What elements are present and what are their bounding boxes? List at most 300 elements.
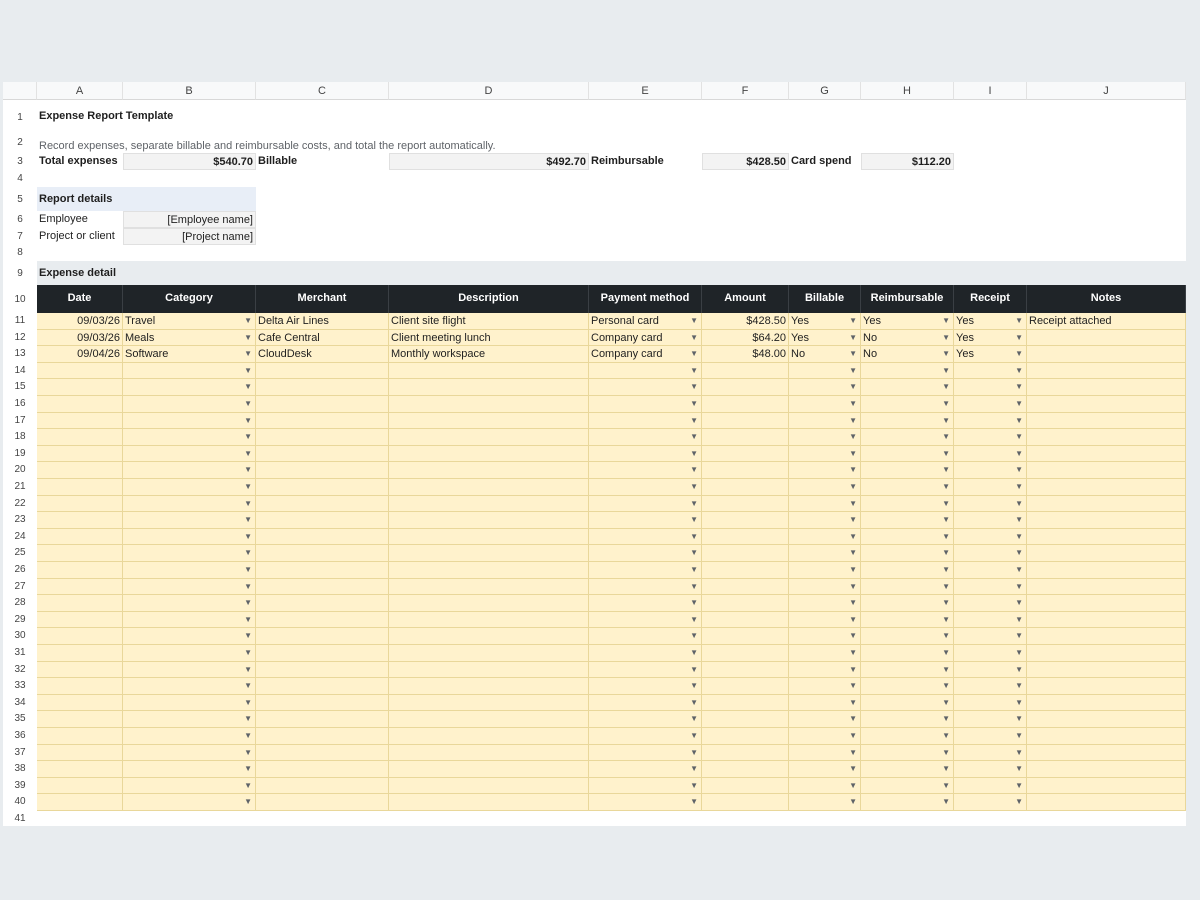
dropdown-cell[interactable] bbox=[789, 745, 861, 762]
dropdown-arrow-icon[interactable]: ▼ bbox=[849, 747, 857, 757]
dropdown-cell[interactable] bbox=[123, 794, 256, 811]
dropdown-cell[interactable] bbox=[861, 794, 954, 811]
dropdown-arrow-icon[interactable]: ▼ bbox=[690, 482, 698, 491]
dropdown-cell[interactable] bbox=[954, 579, 1027, 596]
table-cell[interactable] bbox=[702, 446, 789, 463]
dropdown-arrow-icon[interactable]: ▼ bbox=[849, 797, 857, 807]
table-cell[interactable] bbox=[389, 330, 589, 347]
dropdown-cell[interactable] bbox=[954, 695, 1027, 712]
dropdown-arrow-icon[interactable]: ▼ bbox=[690, 581, 698, 591]
dropdown-cell[interactable] bbox=[954, 512, 1027, 529]
dropdown-arrow-icon[interactable]: ▼ bbox=[1015, 432, 1023, 442]
dropdown-arrow-icon[interactable]: ▼ bbox=[942, 432, 950, 442]
table-cell[interactable] bbox=[1027, 545, 1186, 562]
table-cell[interactable] bbox=[256, 645, 389, 662]
column-header-i[interactable]: I bbox=[954, 82, 1027, 100]
dropdown-arrow-icon[interactable]: ▼ bbox=[942, 614, 950, 624]
dropdown-arrow-icon[interactable]: ▼ bbox=[244, 614, 252, 624]
dropdown-arrow-icon[interactable]: ▼ bbox=[1015, 714, 1023, 724]
dropdown-cell[interactable] bbox=[589, 545, 702, 562]
table-cell[interactable] bbox=[256, 545, 389, 562]
dropdown-arrow-icon[interactable]: ▼ bbox=[849, 581, 857, 591]
dropdown-arrow-icon[interactable]: ▼ bbox=[849, 515, 857, 525]
dropdown-arrow-icon[interactable]: ▼ bbox=[942, 316, 950, 325]
dropdown-arrow-icon[interactable]: ▼ bbox=[690, 681, 698, 691]
table-cell[interactable] bbox=[37, 562, 123, 579]
table-cell[interactable] bbox=[1027, 628, 1186, 645]
dropdown-arrow-icon[interactable]: ▼ bbox=[690, 382, 698, 392]
table-cell[interactable] bbox=[256, 479, 389, 496]
table-cell[interactable] bbox=[1027, 745, 1186, 762]
table-header-description[interactable]: Description bbox=[389, 285, 589, 313]
row-header[interactable]: 14 bbox=[3, 363, 37, 380]
dropdown-cell[interactable] bbox=[954, 778, 1027, 795]
table-cell[interactable] bbox=[702, 628, 789, 645]
dropdown-arrow-icon[interactable]: ▼ bbox=[244, 432, 252, 442]
dropdown-cell[interactable] bbox=[589, 446, 702, 463]
dropdown-arrow-icon[interactable]: ▼ bbox=[942, 780, 950, 790]
table-cell[interactable] bbox=[1027, 379, 1186, 396]
dropdown-arrow-icon[interactable]: ▼ bbox=[942, 415, 950, 425]
project-name-field[interactable]: [Project name] bbox=[123, 228, 256, 245]
table-cell[interactable] bbox=[37, 429, 123, 446]
dropdown-arrow-icon[interactable]: ▼ bbox=[244, 415, 252, 425]
dropdown-cell[interactable] bbox=[954, 346, 1027, 363]
table-cell[interactable] bbox=[37, 479, 123, 496]
dropdown-arrow-icon[interactable]: ▼ bbox=[690, 415, 698, 425]
dropdown-cell[interactable] bbox=[954, 363, 1027, 380]
table-cell[interactable] bbox=[702, 778, 789, 795]
dropdown-cell[interactable] bbox=[589, 379, 702, 396]
dropdown-arrow-icon[interactable]: ▼ bbox=[1015, 697, 1023, 707]
dropdown-cell[interactable] bbox=[789, 579, 861, 596]
dropdown-cell[interactable] bbox=[861, 545, 954, 562]
table-cell[interactable] bbox=[1027, 313, 1186, 330]
dropdown-arrow-icon[interactable]: ▼ bbox=[942, 797, 950, 807]
dropdown-cell[interactable] bbox=[789, 529, 861, 546]
dropdown-cell[interactable] bbox=[861, 496, 954, 513]
dropdown-arrow-icon[interactable]: ▼ bbox=[942, 382, 950, 392]
row-header[interactable]: 11 bbox=[3, 313, 37, 330]
table-cell[interactable] bbox=[702, 595, 789, 612]
dropdown-arrow-icon[interactable]: ▼ bbox=[690, 365, 698, 375]
table-cell[interactable] bbox=[1027, 579, 1186, 596]
dropdown-cell[interactable] bbox=[861, 446, 954, 463]
dropdown-arrow-icon[interactable]: ▼ bbox=[690, 432, 698, 442]
table-cell[interactable] bbox=[256, 562, 389, 579]
table-cell[interactable] bbox=[1027, 562, 1186, 579]
dropdown-cell[interactable] bbox=[861, 595, 954, 612]
table-cell[interactable] bbox=[1027, 794, 1186, 811]
table-cell[interactable] bbox=[389, 745, 589, 762]
table-cell[interactable] bbox=[256, 363, 389, 380]
table-cell[interactable] bbox=[389, 711, 589, 728]
spreadsheet-grid[interactable] bbox=[3, 82, 1186, 826]
table-cell[interactable] bbox=[37, 413, 123, 430]
table-cell[interactable] bbox=[702, 545, 789, 562]
table-cell[interactable] bbox=[256, 496, 389, 513]
table-cell[interactable] bbox=[37, 446, 123, 463]
dropdown-cell[interactable] bbox=[123, 313, 256, 330]
dropdown-arrow-icon[interactable]: ▼ bbox=[244, 565, 252, 574]
dropdown-arrow-icon[interactable]: ▼ bbox=[244, 498, 252, 508]
table-cell[interactable] bbox=[702, 529, 789, 546]
dropdown-cell[interactable] bbox=[954, 429, 1027, 446]
dropdown-cell[interactable] bbox=[123, 678, 256, 695]
dropdown-arrow-icon[interactable]: ▼ bbox=[1015, 465, 1023, 475]
table-cell[interactable] bbox=[1027, 479, 1186, 496]
table-cell[interactable] bbox=[37, 711, 123, 728]
row-header[interactable]: 13 bbox=[3, 346, 37, 363]
dropdown-cell[interactable] bbox=[861, 413, 954, 430]
dropdown-arrow-icon[interactable]: ▼ bbox=[690, 631, 698, 641]
table-cell[interactable] bbox=[389, 678, 589, 695]
dropdown-arrow-icon[interactable]: ▼ bbox=[942, 714, 950, 724]
dropdown-arrow-icon[interactable]: ▼ bbox=[690, 565, 698, 574]
row-header[interactable]: 27 bbox=[3, 579, 37, 596]
dropdown-cell[interactable] bbox=[589, 429, 702, 446]
table-cell[interactable] bbox=[256, 711, 389, 728]
table-cell[interactable] bbox=[37, 545, 123, 562]
row-header[interactable]: 22 bbox=[3, 496, 37, 513]
dropdown-arrow-icon[interactable]: ▼ bbox=[690, 697, 698, 707]
table-cell[interactable] bbox=[702, 462, 789, 479]
dropdown-cell[interactable] bbox=[123, 512, 256, 529]
row-header[interactable]: 20 bbox=[3, 462, 37, 479]
table-cell[interactable] bbox=[1027, 512, 1186, 529]
dropdown-arrow-icon[interactable]: ▼ bbox=[1015, 664, 1023, 674]
dropdown-arrow-icon[interactable]: ▼ bbox=[849, 382, 857, 392]
table-cell[interactable] bbox=[389, 579, 589, 596]
dropdown-arrow-icon[interactable]: ▼ bbox=[690, 465, 698, 475]
dropdown-cell[interactable] bbox=[789, 446, 861, 463]
table-cell[interactable] bbox=[37, 745, 123, 762]
table-cell[interactable] bbox=[389, 695, 589, 712]
dropdown-cell[interactable] bbox=[589, 479, 702, 496]
dropdown-arrow-icon[interactable]: ▼ bbox=[690, 747, 698, 757]
row-header[interactable]: 5 bbox=[3, 187, 37, 211]
dropdown-arrow-icon[interactable]: ▼ bbox=[1015, 482, 1023, 491]
column-header-h[interactable]: H bbox=[861, 82, 954, 100]
table-cell[interactable] bbox=[1027, 413, 1186, 430]
table-cell[interactable] bbox=[702, 379, 789, 396]
table-header-receipt[interactable]: Receipt bbox=[954, 285, 1027, 313]
table-cell[interactable] bbox=[37, 379, 123, 396]
dropdown-cell[interactable] bbox=[954, 612, 1027, 629]
table-cell[interactable] bbox=[1027, 396, 1186, 413]
row-header[interactable]: 33 bbox=[3, 678, 37, 695]
dropdown-cell[interactable] bbox=[789, 761, 861, 778]
row-header[interactable]: 4 bbox=[3, 170, 37, 187]
table-cell[interactable] bbox=[702, 579, 789, 596]
table-cell[interactable] bbox=[256, 662, 389, 679]
table-cell[interactable] bbox=[1027, 761, 1186, 778]
table-header-merchant[interactable]: Merchant bbox=[256, 285, 389, 313]
table-cell[interactable] bbox=[1027, 529, 1186, 546]
dropdown-cell[interactable] bbox=[954, 595, 1027, 612]
table-cell[interactable] bbox=[702, 396, 789, 413]
dropdown-cell[interactable] bbox=[123, 745, 256, 762]
dropdown-cell[interactable] bbox=[789, 595, 861, 612]
dropdown-arrow-icon[interactable]: ▼ bbox=[1015, 349, 1023, 359]
dropdown-cell[interactable] bbox=[789, 728, 861, 745]
dropdown-cell[interactable] bbox=[954, 728, 1027, 745]
dropdown-arrow-icon[interactable]: ▼ bbox=[244, 797, 252, 807]
dropdown-arrow-icon[interactable]: ▼ bbox=[690, 780, 698, 790]
table-cell[interactable] bbox=[389, 778, 589, 795]
dropdown-arrow-icon[interactable]: ▼ bbox=[1015, 531, 1023, 541]
dropdown-cell[interactable] bbox=[123, 413, 256, 430]
dropdown-cell[interactable] bbox=[123, 645, 256, 662]
dropdown-arrow-icon[interactable]: ▼ bbox=[244, 548, 252, 558]
dropdown-arrow-icon[interactable]: ▼ bbox=[690, 498, 698, 508]
dropdown-arrow-icon[interactable]: ▼ bbox=[942, 515, 950, 525]
table-cell[interactable] bbox=[702, 711, 789, 728]
dropdown-arrow-icon[interactable]: ▼ bbox=[244, 399, 252, 408]
dropdown-arrow-icon[interactable]: ▼ bbox=[1015, 681, 1023, 691]
dropdown-arrow-icon[interactable]: ▼ bbox=[942, 697, 950, 707]
table-cell[interactable] bbox=[256, 579, 389, 596]
select-all-corner[interactable] bbox=[3, 82, 37, 100]
dropdown-arrow-icon[interactable]: ▼ bbox=[849, 399, 857, 408]
table-cell[interactable] bbox=[702, 313, 789, 330]
table-cell[interactable] bbox=[389, 761, 589, 778]
dropdown-arrow-icon[interactable]: ▼ bbox=[942, 631, 950, 641]
table-header-payment-method[interactable]: Payment method bbox=[589, 285, 702, 313]
table-cell[interactable] bbox=[256, 678, 389, 695]
table-cell[interactable] bbox=[256, 346, 389, 363]
table-cell[interactable] bbox=[702, 413, 789, 430]
dropdown-cell[interactable] bbox=[861, 645, 954, 662]
employee-name-field[interactable]: [Employee name] bbox=[123, 211, 256, 228]
table-cell[interactable] bbox=[256, 794, 389, 811]
table-cell[interactable] bbox=[389, 479, 589, 496]
column-header-b[interactable]: B bbox=[123, 82, 256, 100]
dropdown-arrow-icon[interactable]: ▼ bbox=[849, 316, 857, 325]
dropdown-arrow-icon[interactable]: ▼ bbox=[690, 448, 698, 458]
dropdown-cell[interactable] bbox=[789, 313, 861, 330]
dropdown-arrow-icon[interactable]: ▼ bbox=[244, 482, 252, 491]
dropdown-cell[interactable] bbox=[789, 479, 861, 496]
dropdown-cell[interactable] bbox=[123, 595, 256, 612]
dropdown-arrow-icon[interactable]: ▼ bbox=[690, 332, 698, 342]
row-header[interactable]: 1 bbox=[3, 100, 37, 134]
dropdown-cell[interactable] bbox=[861, 761, 954, 778]
dropdown-arrow-icon[interactable]: ▼ bbox=[849, 365, 857, 375]
table-cell[interactable] bbox=[256, 628, 389, 645]
table-cell[interactable] bbox=[1027, 662, 1186, 679]
dropdown-cell[interactable] bbox=[789, 346, 861, 363]
table-cell[interactable] bbox=[37, 496, 123, 513]
table-cell[interactable] bbox=[37, 761, 123, 778]
table-cell[interactable] bbox=[702, 330, 789, 347]
dropdown-cell[interactable] bbox=[789, 379, 861, 396]
table-cell[interactable] bbox=[389, 413, 589, 430]
dropdown-arrow-icon[interactable]: ▼ bbox=[1015, 565, 1023, 574]
table-cell[interactable] bbox=[702, 562, 789, 579]
dropdown-cell[interactable] bbox=[954, 330, 1027, 347]
dropdown-cell[interactable] bbox=[861, 728, 954, 745]
table-header-date[interactable]: Date bbox=[37, 285, 123, 313]
dropdown-arrow-icon[interactable]: ▼ bbox=[690, 316, 698, 325]
dropdown-arrow-icon[interactable]: ▼ bbox=[942, 465, 950, 475]
table-cell[interactable] bbox=[256, 313, 389, 330]
row-header[interactable]: 26 bbox=[3, 562, 37, 579]
dropdown-arrow-icon[interactable]: ▼ bbox=[690, 598, 698, 608]
dropdown-arrow-icon[interactable]: ▼ bbox=[690, 797, 698, 807]
table-cell[interactable] bbox=[256, 413, 389, 430]
dropdown-cell[interactable] bbox=[589, 678, 702, 695]
dropdown-cell[interactable] bbox=[861, 612, 954, 629]
dropdown-arrow-icon[interactable]: ▼ bbox=[942, 332, 950, 342]
dropdown-arrow-icon[interactable]: ▼ bbox=[1015, 631, 1023, 641]
dropdown-cell[interactable] bbox=[861, 346, 954, 363]
dropdown-cell[interactable] bbox=[589, 645, 702, 662]
row-header[interactable]: 34 bbox=[3, 695, 37, 712]
dropdown-cell[interactable] bbox=[954, 628, 1027, 645]
dropdown-arrow-icon[interactable]: ▼ bbox=[849, 664, 857, 674]
table-cell[interactable] bbox=[389, 595, 589, 612]
dropdown-cell[interactable] bbox=[789, 711, 861, 728]
dropdown-arrow-icon[interactable]: ▼ bbox=[1015, 382, 1023, 392]
dropdown-arrow-icon[interactable]: ▼ bbox=[1015, 780, 1023, 790]
row-header[interactable]: 36 bbox=[3, 728, 37, 745]
dropdown-cell[interactable] bbox=[123, 496, 256, 513]
table-cell[interactable] bbox=[37, 346, 123, 363]
dropdown-arrow-icon[interactable]: ▼ bbox=[1015, 614, 1023, 624]
row-header[interactable]: 28 bbox=[3, 595, 37, 612]
dropdown-cell[interactable] bbox=[589, 628, 702, 645]
dropdown-arrow-icon[interactable]: ▼ bbox=[849, 714, 857, 724]
row-header[interactable]: 24 bbox=[3, 529, 37, 546]
table-cell[interactable] bbox=[389, 313, 589, 330]
dropdown-arrow-icon[interactable]: ▼ bbox=[1015, 415, 1023, 425]
dropdown-arrow-icon[interactable]: ▼ bbox=[942, 498, 950, 508]
column-header-f[interactable]: F bbox=[702, 82, 789, 100]
table-cell[interactable] bbox=[37, 462, 123, 479]
dropdown-cell[interactable] bbox=[861, 678, 954, 695]
dropdown-cell[interactable] bbox=[954, 529, 1027, 546]
row-header[interactable]: 8 bbox=[3, 245, 37, 261]
dropdown-arrow-icon[interactable]: ▼ bbox=[942, 482, 950, 491]
row-header[interactable]: 18 bbox=[3, 429, 37, 446]
dropdown-cell[interactable] bbox=[123, 728, 256, 745]
row-header[interactable]: 16 bbox=[3, 396, 37, 413]
dropdown-arrow-icon[interactable]: ▼ bbox=[942, 565, 950, 574]
column-header-e[interactable]: E bbox=[589, 82, 702, 100]
row-header[interactable]: 21 bbox=[3, 479, 37, 496]
dropdown-cell[interactable] bbox=[789, 662, 861, 679]
dropdown-cell[interactable] bbox=[861, 562, 954, 579]
table-cell[interactable] bbox=[389, 645, 589, 662]
row-header[interactable]: 29 bbox=[3, 612, 37, 629]
table-cell[interactable] bbox=[37, 595, 123, 612]
dropdown-arrow-icon[interactable]: ▼ bbox=[849, 614, 857, 624]
table-cell[interactable] bbox=[702, 745, 789, 762]
dropdown-arrow-icon[interactable]: ▼ bbox=[690, 731, 698, 740]
dropdown-arrow-icon[interactable]: ▼ bbox=[244, 598, 252, 608]
dropdown-arrow-icon[interactable]: ▼ bbox=[690, 614, 698, 624]
dropdown-arrow-icon[interactable]: ▼ bbox=[1015, 332, 1023, 342]
dropdown-arrow-icon[interactable]: ▼ bbox=[244, 349, 252, 359]
dropdown-arrow-icon[interactable]: ▼ bbox=[849, 432, 857, 442]
table-cell[interactable] bbox=[389, 346, 589, 363]
dropdown-cell[interactable] bbox=[861, 396, 954, 413]
dropdown-cell[interactable] bbox=[789, 678, 861, 695]
table-header-amount[interactable]: Amount bbox=[702, 285, 789, 313]
table-cell[interactable] bbox=[1027, 330, 1186, 347]
dropdown-cell[interactable] bbox=[589, 761, 702, 778]
dropdown-cell[interactable] bbox=[789, 330, 861, 347]
row-header[interactable]: 37 bbox=[3, 745, 37, 762]
dropdown-cell[interactable] bbox=[123, 612, 256, 629]
dropdown-cell[interactable] bbox=[954, 446, 1027, 463]
dropdown-arrow-icon[interactable]: ▼ bbox=[244, 531, 252, 541]
dropdown-cell[interactable] bbox=[954, 711, 1027, 728]
table-cell[interactable] bbox=[256, 778, 389, 795]
dropdown-cell[interactable] bbox=[789, 695, 861, 712]
row-header[interactable]: 30 bbox=[3, 628, 37, 645]
dropdown-arrow-icon[interactable]: ▼ bbox=[244, 332, 252, 342]
dropdown-arrow-icon[interactable]: ▼ bbox=[244, 515, 252, 525]
row-header[interactable]: 17 bbox=[3, 413, 37, 430]
dropdown-cell[interactable] bbox=[861, 778, 954, 795]
dropdown-cell[interactable] bbox=[954, 562, 1027, 579]
dropdown-cell[interactable] bbox=[589, 496, 702, 513]
dropdown-arrow-icon[interactable]: ▼ bbox=[849, 731, 857, 740]
table-cell[interactable] bbox=[389, 429, 589, 446]
table-cell[interactable] bbox=[702, 363, 789, 380]
table-cell[interactable] bbox=[702, 512, 789, 529]
dropdown-arrow-icon[interactable]: ▼ bbox=[690, 714, 698, 724]
dropdown-cell[interactable] bbox=[589, 579, 702, 596]
dropdown-arrow-icon[interactable]: ▼ bbox=[244, 664, 252, 674]
dropdown-arrow-icon[interactable]: ▼ bbox=[690, 399, 698, 408]
dropdown-cell[interactable] bbox=[589, 695, 702, 712]
dropdown-cell[interactable] bbox=[123, 562, 256, 579]
table-cell[interactable] bbox=[1027, 363, 1186, 380]
dropdown-arrow-icon[interactable]: ▼ bbox=[942, 548, 950, 558]
dropdown-arrow-icon[interactable]: ▼ bbox=[1015, 797, 1023, 807]
row-header[interactable]: 3 bbox=[3, 153, 37, 170]
table-cell[interactable] bbox=[702, 479, 789, 496]
table-cell[interactable] bbox=[37, 363, 123, 380]
dropdown-cell[interactable] bbox=[789, 429, 861, 446]
dropdown-arrow-icon[interactable]: ▼ bbox=[244, 714, 252, 724]
dropdown-arrow-icon[interactable]: ▼ bbox=[942, 581, 950, 591]
dropdown-cell[interactable] bbox=[589, 462, 702, 479]
table-cell[interactable] bbox=[37, 662, 123, 679]
table-cell[interactable] bbox=[702, 645, 789, 662]
dropdown-arrow-icon[interactable]: ▼ bbox=[942, 448, 950, 458]
dropdown-cell[interactable] bbox=[589, 794, 702, 811]
table-cell[interactable] bbox=[389, 529, 589, 546]
table-cell[interactable] bbox=[256, 429, 389, 446]
dropdown-arrow-icon[interactable]: ▼ bbox=[244, 780, 252, 790]
dropdown-cell[interactable] bbox=[861, 695, 954, 712]
table-cell[interactable] bbox=[1027, 496, 1186, 513]
table-cell[interactable] bbox=[37, 794, 123, 811]
table-cell[interactable] bbox=[256, 695, 389, 712]
dropdown-cell[interactable] bbox=[954, 645, 1027, 662]
table-cell[interactable] bbox=[1027, 462, 1186, 479]
table-cell[interactable] bbox=[1027, 612, 1186, 629]
table-cell[interactable] bbox=[256, 595, 389, 612]
table-cell[interactable] bbox=[389, 728, 589, 745]
dropdown-cell[interactable] bbox=[954, 396, 1027, 413]
dropdown-cell[interactable] bbox=[954, 761, 1027, 778]
dropdown-cell[interactable] bbox=[789, 645, 861, 662]
